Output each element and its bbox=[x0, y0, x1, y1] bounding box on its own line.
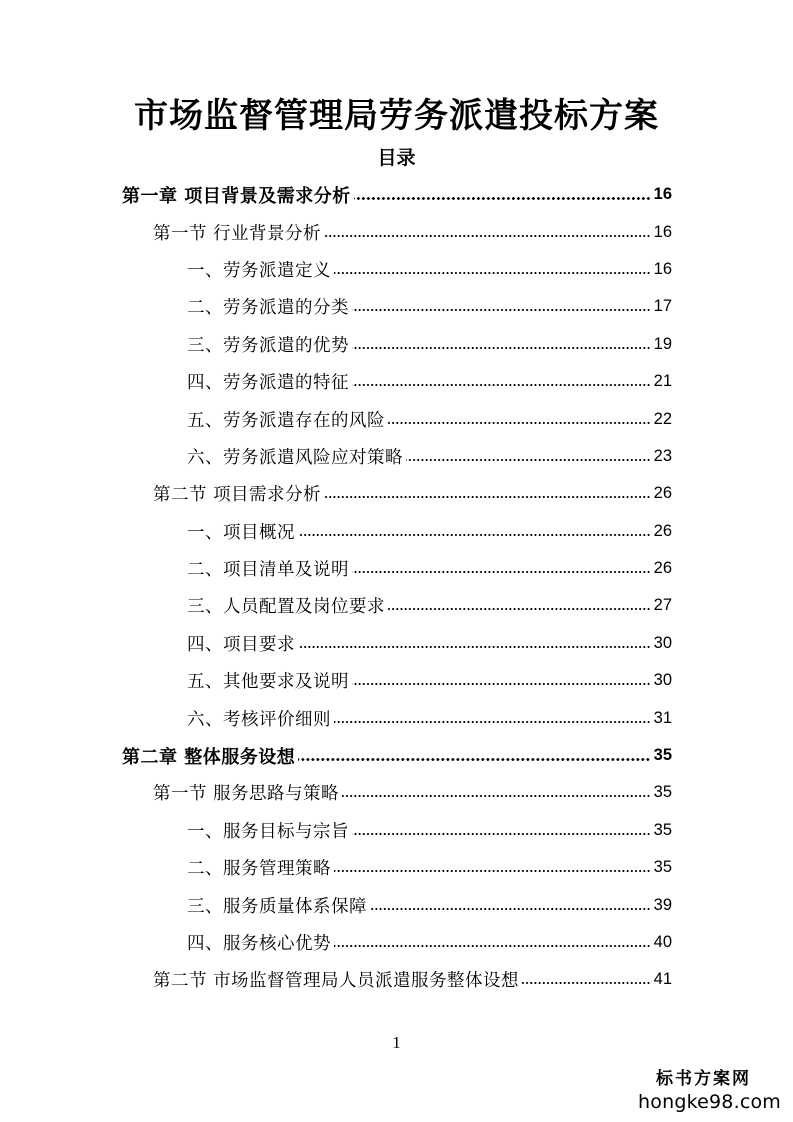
toc-entry[interactable] bbox=[0, 625, 793, 662]
dot-leader bbox=[352, 347, 651, 349]
toc-entry-title: 一、项目概况 bbox=[187, 522, 295, 543]
toc-entry[interactable] bbox=[0, 812, 793, 849]
dot-leader bbox=[324, 235, 651, 237]
toc-entry-title: 五、其他要求及说明 bbox=[187, 672, 349, 693]
dot-leader bbox=[388, 422, 651, 424]
dot-leader bbox=[388, 608, 651, 610]
toc-entry-page-number: 26 bbox=[653, 484, 672, 503]
dot-leader bbox=[406, 459, 651, 461]
toc-entry[interactable] bbox=[0, 213, 793, 250]
dot-leader bbox=[342, 795, 651, 797]
toc-entry[interactable] bbox=[0, 886, 793, 923]
dot-leader bbox=[352, 833, 651, 835]
toc-entry-page-number: 31 bbox=[653, 708, 672, 727]
toc-entry[interactable] bbox=[0, 251, 793, 288]
toc-entry-title: 一、劳务派遣定义 bbox=[187, 260, 331, 281]
dot-leader bbox=[324, 496, 651, 498]
dot-leader bbox=[334, 721, 651, 723]
toc-entry-title: 六、考核评价细则 bbox=[187, 709, 331, 730]
dot-leader bbox=[522, 982, 651, 984]
toc-entry-page-number: 16 bbox=[653, 222, 672, 241]
dot-leader bbox=[298, 646, 651, 648]
toc-entry-page-number: 27 bbox=[653, 596, 672, 615]
toc-entry-title: 二、服务管理策略 bbox=[187, 859, 331, 880]
dot-leader bbox=[298, 534, 651, 536]
table-of-contents bbox=[0, 176, 793, 999]
toc-entry[interactable] bbox=[0, 849, 793, 886]
toc-entry[interactable] bbox=[0, 475, 793, 512]
watermark-logo bbox=[631, 1068, 781, 1114]
toc-entry[interactable] bbox=[0, 176, 793, 213]
toc-entry-title: 第一节 行业背景分析 bbox=[153, 223, 322, 244]
toc-entry-title: 五、劳务派遣存在的风险 bbox=[187, 410, 385, 431]
watermark-name: 标书方案网 bbox=[656, 1069, 751, 1089]
toc-entry[interactable] bbox=[0, 326, 793, 363]
toc-entry-page-number: 39 bbox=[653, 895, 672, 914]
dot-leader bbox=[352, 384, 651, 386]
toc-entry[interactable] bbox=[0, 438, 793, 475]
document-title: 市场监督管理局劳务派遣投标方案 bbox=[134, 96, 659, 136]
dot-leader bbox=[298, 758, 650, 761]
toc-entry[interactable] bbox=[0, 961, 793, 998]
toc-entry-page-number: 21 bbox=[653, 372, 672, 391]
dot-leader bbox=[352, 683, 651, 685]
toc-entry[interactable] bbox=[0, 363, 793, 400]
toc-entry[interactable] bbox=[0, 924, 793, 961]
toc-entry-title: 第一节 服务思路与策略 bbox=[153, 784, 340, 805]
toc-entry-page-number: 41 bbox=[653, 970, 672, 989]
toc-entry[interactable] bbox=[0, 513, 793, 550]
toc-entry-page-number: 19 bbox=[653, 334, 672, 353]
toc-entry-title: 第二节 市场监督管理局人员派遣服务整体设想 bbox=[153, 971, 520, 992]
toc-entry-page-number: 23 bbox=[653, 446, 672, 465]
dot-leader bbox=[354, 197, 651, 200]
toc-entry[interactable] bbox=[0, 550, 793, 587]
page-number: 1 bbox=[392, 1033, 401, 1052]
dot-leader bbox=[352, 571, 651, 573]
toc-entry-title: 第二章 整体服务设想 bbox=[122, 746, 296, 768]
toc-entry-page-number: 35 bbox=[653, 858, 672, 877]
toc-entry-page-number: 26 bbox=[653, 559, 672, 578]
toc-entry-page-number: 30 bbox=[653, 633, 672, 652]
toc-entry-page-number: 22 bbox=[653, 409, 672, 428]
toc-entry-page-number: 35 bbox=[653, 783, 672, 802]
toc-entry-title: 四、项目要求 bbox=[187, 634, 295, 655]
toc-entry[interactable] bbox=[0, 288, 793, 325]
toc-entry-title: 四、服务核心优势 bbox=[187, 934, 331, 954]
toc-entry-title: 三、劳务派遣的优势 bbox=[187, 335, 349, 356]
toc-entry-page-number: 16 bbox=[653, 185, 672, 204]
toc-entry-title: 六、劳务派遣风险应对策略 bbox=[187, 447, 403, 468]
toc-entry-title: 第二节 项目需求分析 bbox=[153, 485, 322, 506]
dot-leader bbox=[334, 945, 651, 947]
dot-leader bbox=[352, 309, 651, 311]
toc-entry-title: 四、劳务派遣的特征 bbox=[187, 373, 349, 394]
toc-entry-title: 三、人员配置及岗位要求 bbox=[187, 597, 385, 618]
toc-entry-title: 二、项目清单及说明 bbox=[187, 560, 349, 581]
toc-entry-title: 三、服务质量体系保障 bbox=[187, 896, 367, 917]
toc-entry-page-number: 17 bbox=[653, 297, 672, 316]
toc-entry[interactable] bbox=[0, 737, 793, 774]
toc-entry[interactable] bbox=[0, 587, 793, 624]
toc-entry-page-number: 35 bbox=[653, 820, 672, 839]
toc-entry-page-number: 26 bbox=[653, 521, 672, 540]
toc-entry-page-number: 16 bbox=[653, 259, 672, 278]
toc-entry[interactable] bbox=[0, 400, 793, 437]
toc-entry-title: 二、劳务派遣的分类 bbox=[187, 298, 349, 319]
toc-entry-title: 一、服务目标与宗旨 bbox=[187, 821, 349, 842]
dot-leader bbox=[334, 272, 651, 274]
toc-entry[interactable] bbox=[0, 699, 793, 736]
toc-entry-page-number: 40 bbox=[653, 933, 672, 951]
toc-entry-page-number: 30 bbox=[653, 671, 672, 690]
toc-entry[interactable] bbox=[0, 662, 793, 699]
dot-leader bbox=[370, 908, 651, 910]
toc-entry-page-number: 35 bbox=[653, 746, 672, 765]
watermark-url: hongke98.com bbox=[638, 1091, 781, 1113]
dot-leader bbox=[334, 870, 651, 872]
toc-entry[interactable] bbox=[0, 774, 793, 811]
toc-heading: 目录 bbox=[377, 147, 416, 169]
toc-entry-title: 第一章 项目背景及需求分析 bbox=[122, 185, 351, 207]
